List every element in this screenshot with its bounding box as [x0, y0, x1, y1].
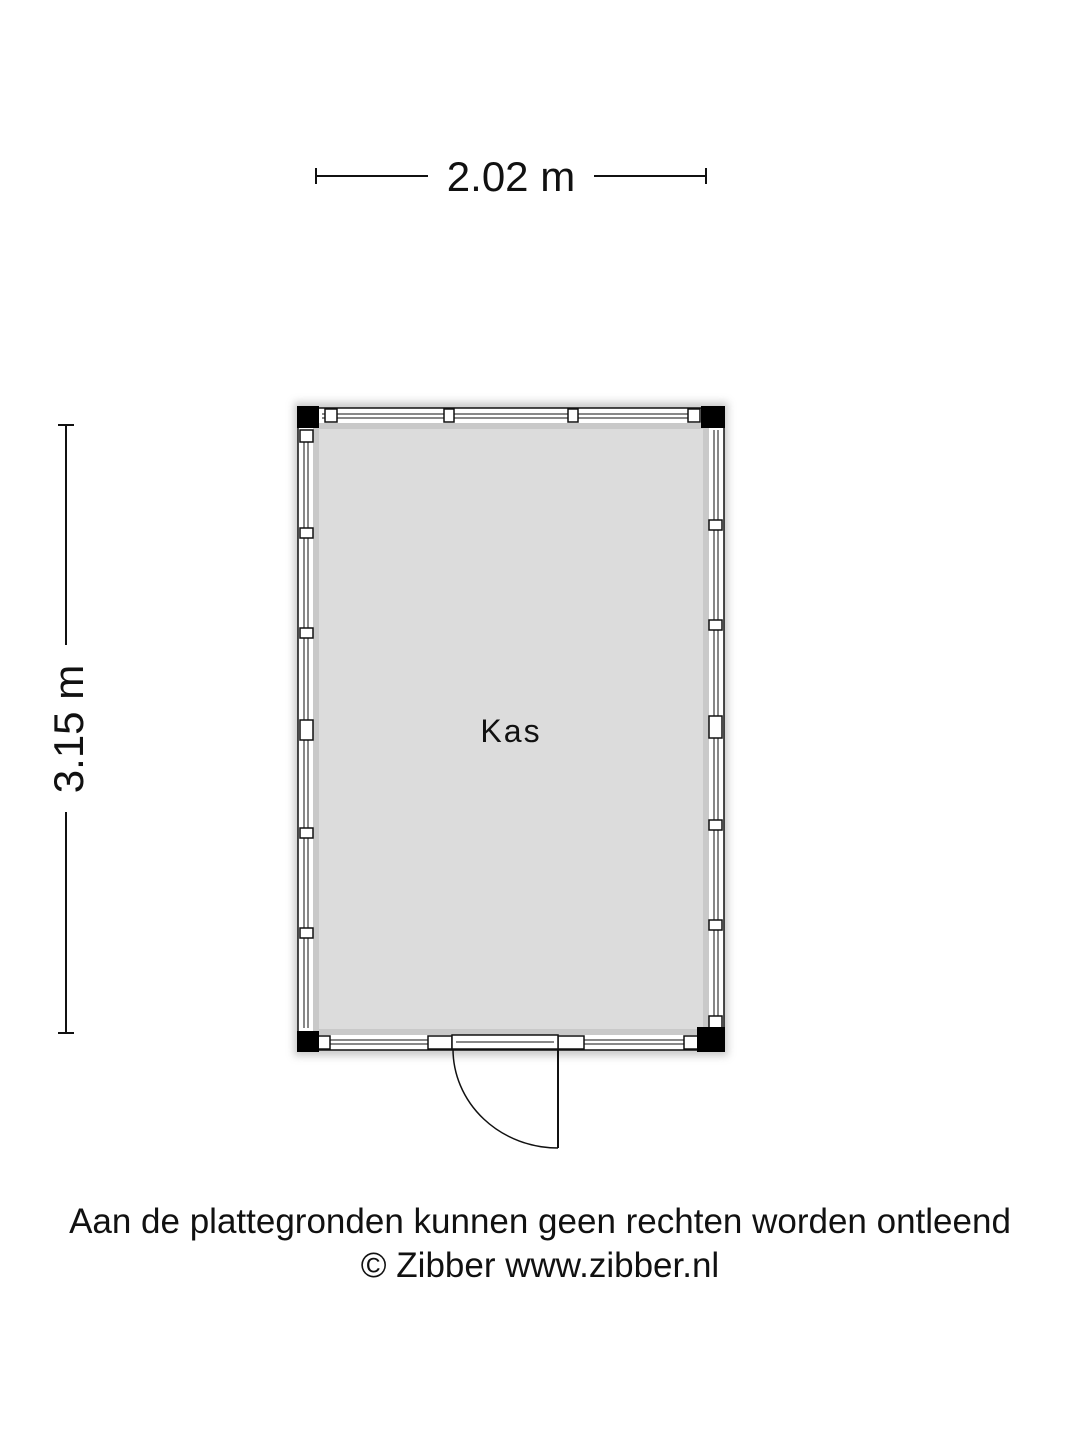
width-label: 2.02 m: [446, 153, 576, 200]
height-label: 3.15 m: [45, 664, 92, 794]
door-swing-arc: [453, 1049, 558, 1148]
disclaimer-text: Aan de plattegronden kunnen geen rechten worden ontleend: [69, 1202, 1011, 1241]
room-label: Kas: [480, 713, 542, 749]
footer: [0, 1200, 1080, 1288]
width-dimension: [316, 153, 706, 200]
height-dimension: [45, 425, 92, 1033]
copyright-text: © Zibber www.zibber.nl: [360, 1246, 720, 1285]
